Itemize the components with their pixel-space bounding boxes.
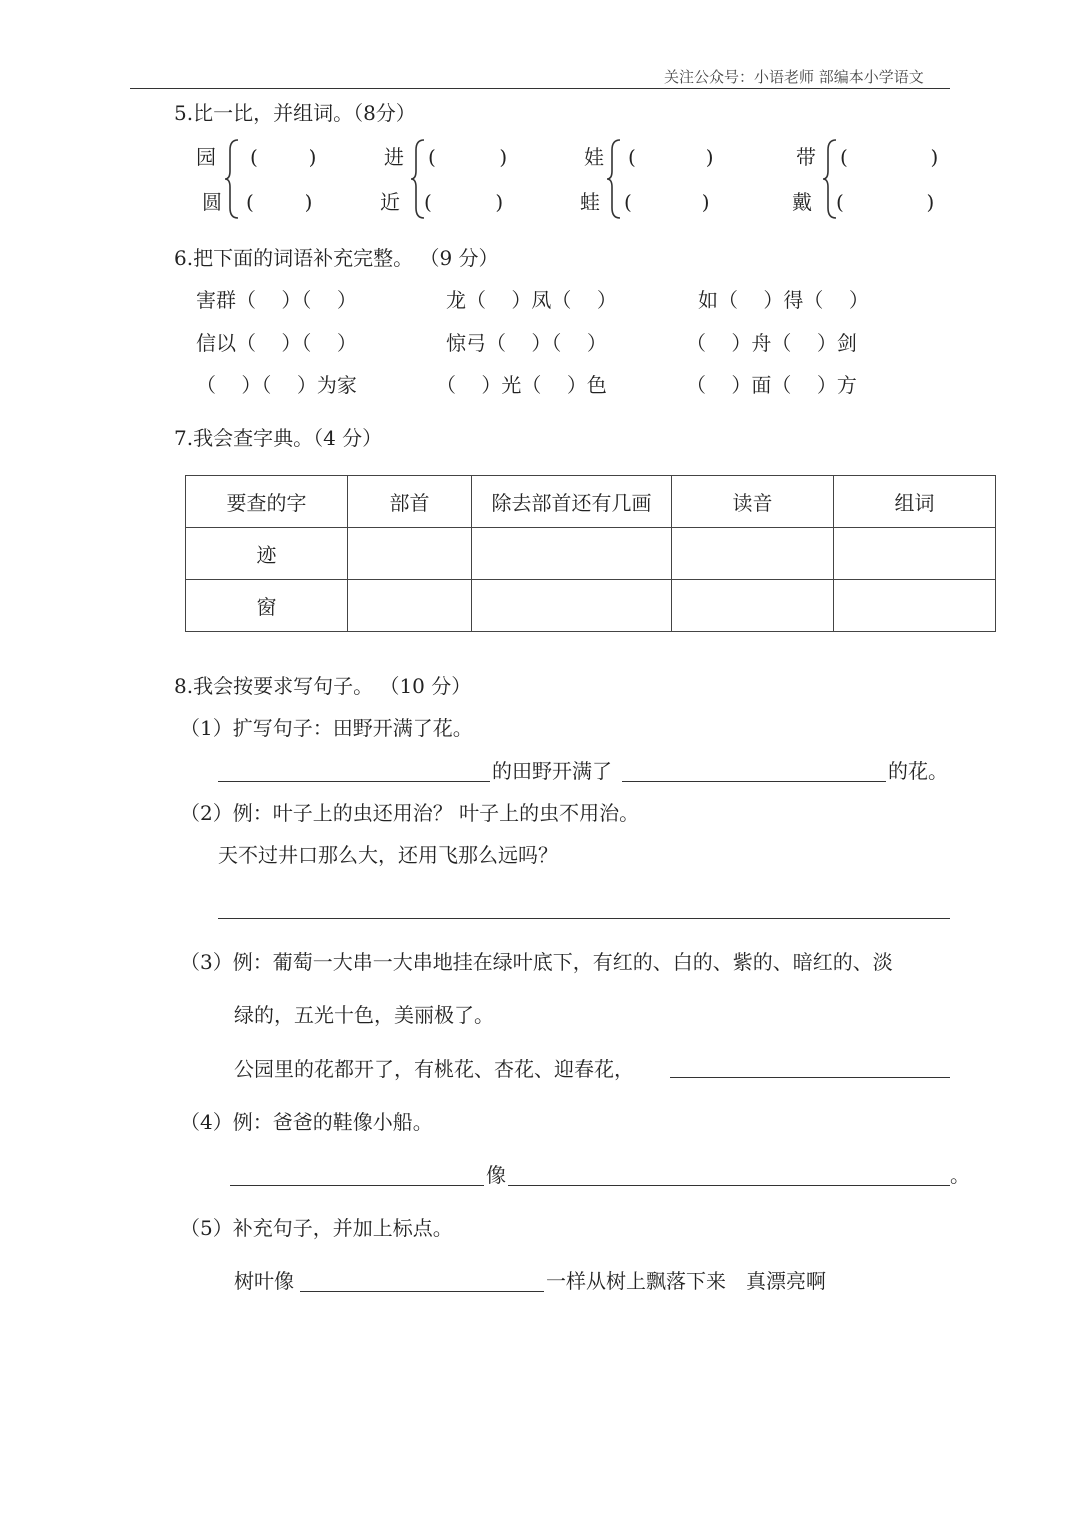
q5-blank-bottom-4[interactable]: ( ) — [836, 190, 935, 214]
table-header-row — [186, 476, 996, 528]
q6-item[interactable]: 如（ ）得（ ） — [698, 288, 869, 312]
answer-cell[interactable] — [834, 580, 996, 632]
q8-s1-mid: 的田野开满了 — [492, 759, 612, 783]
q8-s5-start: 树叶像 — [234, 1269, 294, 1293]
q8-s4-mid: 像 — [486, 1163, 506, 1187]
q5-blank-bottom-2[interactable]: ( ) — [424, 190, 504, 214]
answer-cell[interactable] — [472, 528, 672, 580]
brace-icon — [224, 138, 240, 220]
answer-cell[interactable] — [672, 528, 834, 580]
header-rule — [130, 88, 950, 89]
brace-icon — [606, 138, 622, 220]
q5-char-top-2: 进 — [384, 145, 404, 169]
table-row — [186, 580, 996, 632]
column-header: 除去部首还有几画 — [472, 476, 672, 528]
q5-blank-bottom-3[interactable]: ( ) — [624, 190, 710, 214]
table-row — [186, 528, 996, 580]
q6-item[interactable]: 惊弓（ ）（ ） — [446, 331, 607, 355]
q8-s1-end: 的花。 — [888, 759, 948, 783]
q6-item[interactable]: （ ）舟（ ）剑 — [686, 331, 857, 355]
q8-s4-end: 。 — [950, 1163, 970, 1187]
answer-cell[interactable] — [348, 580, 472, 632]
q5-char-top-3: 娃 — [584, 145, 604, 169]
q8-s3-task: 公园里的花都开了，有桃花、杏花、迎春花， — [234, 1057, 634, 1081]
column-header: 读音 — [672, 476, 834, 528]
answer-cell[interactable] — [472, 580, 672, 632]
answer-cell[interactable] — [834, 528, 996, 580]
q5-blank-top-2[interactable]: ( ) — [428, 145, 508, 169]
q8-s2-question: 天不过井口那么大，还用飞那么远吗？ — [218, 843, 558, 867]
q5-char-bottom-1: 圆 — [202, 190, 222, 214]
answer-cell[interactable] — [672, 580, 834, 632]
q5-title: 5.比一比，并组词。（8分） — [174, 101, 416, 125]
q5-char-bottom-2: 近 — [380, 190, 400, 214]
q6-item[interactable]: 信以（ ）（ ） — [196, 331, 357, 355]
column-header: 组词 — [834, 476, 996, 528]
q8-s5-end: 一样从树上飘落下来 真漂亮啊 — [546, 1269, 826, 1293]
q6-item[interactable]: （ ）光（ ）色 — [436, 373, 607, 397]
page-header: 关注公众号：小语老师 部编本小学语文 — [664, 68, 924, 86]
q5-char-bottom-3: 蛙 — [580, 190, 600, 214]
answer-line[interactable] — [218, 781, 490, 782]
q8-s3-example-2: 绿的，五光十色，美丽极了。 — [234, 1003, 494, 1027]
q8-s4-example: （4）例：爸爸的鞋像小船。 — [180, 1110, 433, 1134]
answer-line[interactable] — [622, 781, 886, 782]
q6-item[interactable]: 龙（ ）凤（ ） — [446, 288, 617, 312]
q5-blank-top-1[interactable]: ( ) — [250, 145, 317, 169]
q7-title: 7.我会查字典。（4 分） — [174, 426, 383, 450]
column-header: 要查的字 — [186, 476, 348, 528]
answer-line[interactable] — [300, 1291, 544, 1292]
lookup-char: 窗 — [186, 580, 348, 632]
q8-s3-example-1: （3）例：葡萄一大串一大串地挂在绿叶底下，有红的、白的、紫的、暗红的、淡 — [180, 950, 893, 974]
q6-item[interactable]: 害群（ ）（ ） — [196, 288, 357, 312]
dictionary-table — [185, 475, 996, 632]
column-header: 部首 — [348, 476, 472, 528]
q6-title: 6.把下面的词语补充完整。 （9 分） — [174, 246, 499, 270]
answer-line[interactable] — [230, 1185, 484, 1186]
q5-char-top-1: 园 — [196, 145, 216, 169]
q5-blank-top-4[interactable]: ( ) — [840, 145, 939, 169]
q5-blank-top-3[interactable]: ( ) — [628, 145, 714, 169]
q8-s5-prompt: （5）补充句子，并加上标点。 — [180, 1216, 453, 1240]
answer-line[interactable] — [508, 1185, 950, 1186]
q8-title: 8.我会按要求写句子。 （10 分） — [174, 674, 472, 698]
q5-char-bottom-4: 戴 — [792, 190, 812, 214]
answer-cell[interactable] — [348, 528, 472, 580]
answer-line[interactable] — [218, 918, 950, 919]
q5-char-top-4: 带 — [796, 145, 816, 169]
q6-item[interactable]: （ ）（ ）为家 — [196, 373, 357, 397]
q8-s1-prompt: （1）扩写句子：田野开满了花。 — [180, 716, 473, 740]
q8-s2-example: （2）例：叶子上的虫还用治？ 叶子上的虫不用治。 — [180, 801, 640, 825]
lookup-char: 迹 — [186, 528, 348, 580]
q6-item[interactable]: （ ）面（ ）方 — [686, 373, 857, 397]
answer-line[interactable] — [670, 1077, 950, 1078]
q5-blank-bottom-1[interactable]: ( ) — [246, 190, 313, 214]
